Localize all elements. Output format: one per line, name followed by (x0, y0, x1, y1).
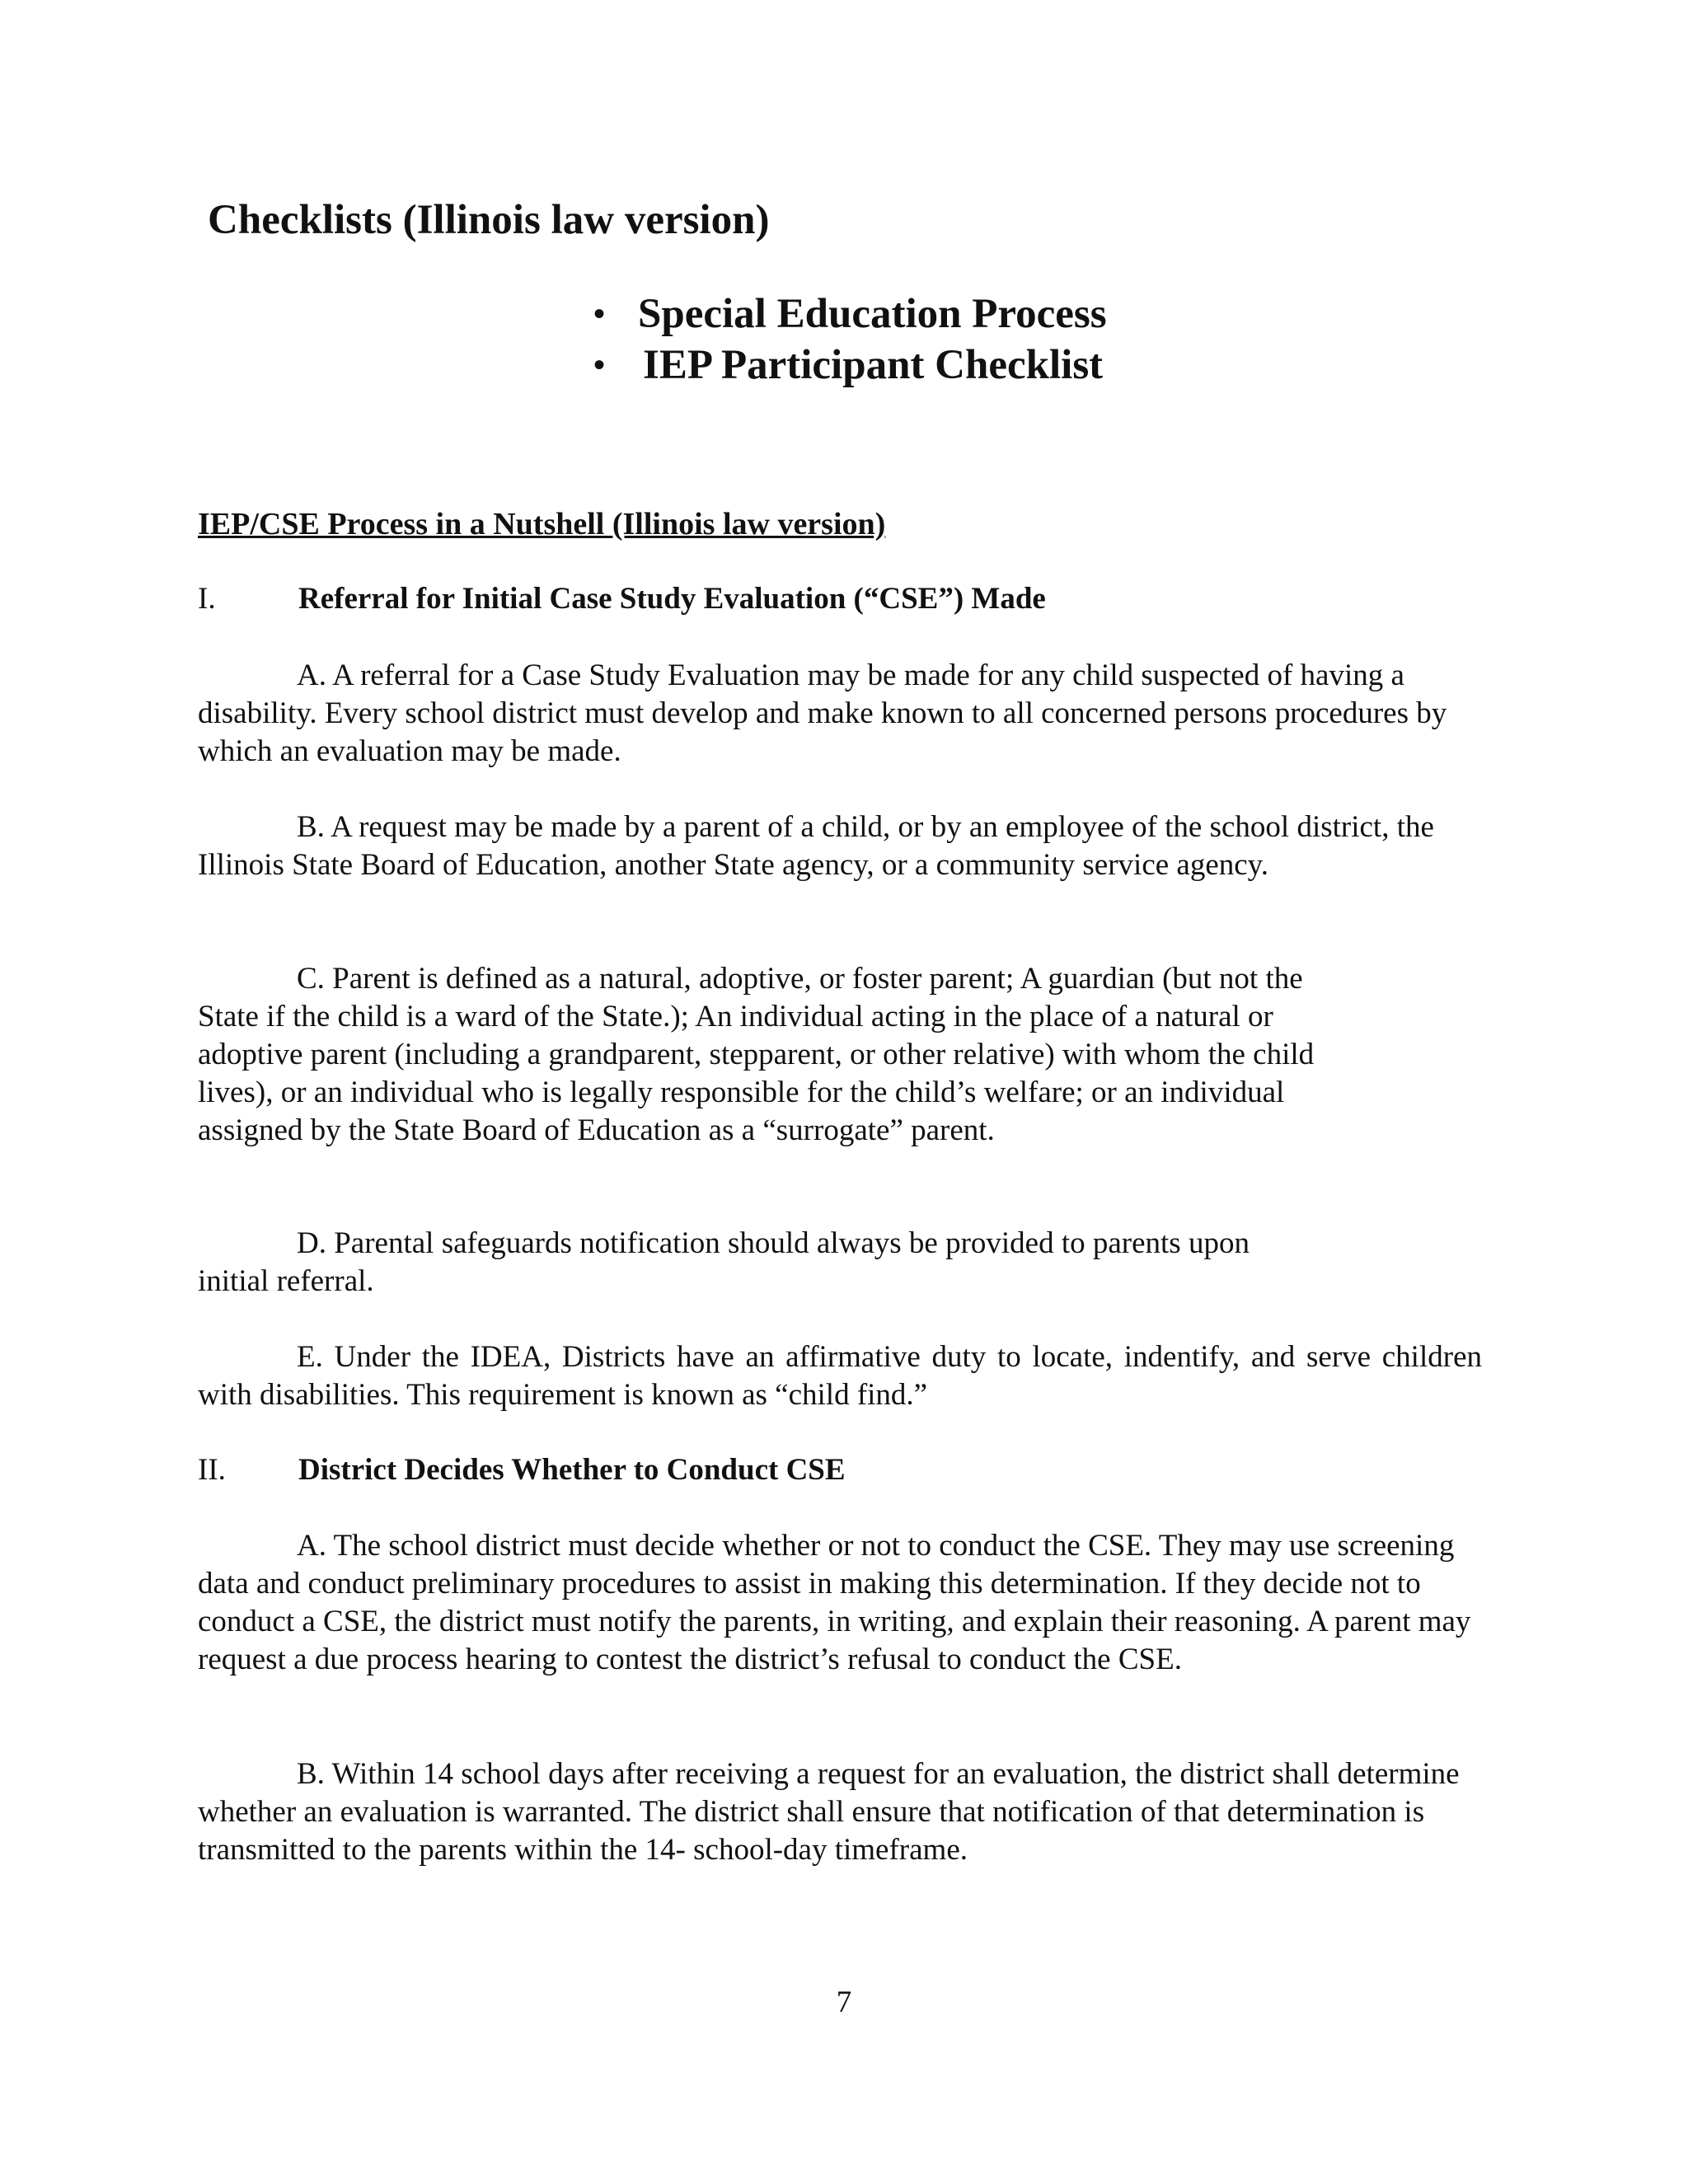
section-title: District Decides Whether to Conduct CSE (298, 1453, 846, 1487)
bullet-label: IEP Participant Checklist (643, 342, 1104, 388)
paragraph-text: C. Parent is defined as a natural, adoptive, or foster parent; A guardian (but not the State if the child is a ward of the State.); An individual acting in the place of a natural or adoptive parent (including a grandparent, stepparent, or other relative) with whom the child lives), or an individual who is legally responsible for the child’s welfare; or an individual assigned by the State Board of Education as a “surrogate” parent. (198, 962, 1315, 1147)
topic-bullet-iep-participant-checklist (593, 340, 1107, 391)
paragraph-1b (198, 808, 1482, 884)
paragraph-text: E. Under the IDEA, Districts have an affirmative duty to locate, indentify, and serve children with disabilities. This requirement is known as “child find.” (198, 1340, 1482, 1412)
section-title: Referral for Initial Case Study Evaluation (“CSE”) Made (298, 582, 1046, 616)
topic-bullet-special-education-process (593, 288, 1107, 340)
paragraph-2a (198, 1527, 1482, 1679)
paragraph-text: D. Parental safeguards notification should always be provided to parents upon initial referral. (198, 1226, 1250, 1298)
document-title: Checklists (Illinois law version) (208, 197, 770, 243)
page-number: 7 (836, 1985, 852, 2019)
paragraph-1a (198, 657, 1482, 771)
paragraph-text: A. A referral for a Case Study Evaluation may be made for any child suspected of having a disability. Every school district must develop and make known to all concerned persons procedures by which an evaluation may be made. (198, 658, 1447, 768)
paragraph-text: B. Within 14 school days after receiving a request for an evaluation, the district shall determine whether an evaluation is warranted. The district shall ensure that notification of that determination is transmitted to the parents within the 14- school-day timeframe. (198, 1757, 1460, 1867)
section-one-heading (198, 581, 1046, 616)
topic-bullet-list (593, 288, 1107, 391)
paragraph-text: B. A request may be made by a parent of a child, or by an employee of the school district, the Illinois State Board of Education, another State agency, or a community service agency. (198, 810, 1434, 882)
section-two-heading (198, 1452, 846, 1488)
paragraph-1d (198, 1225, 1319, 1301)
paragraph-2b (198, 1755, 1482, 1869)
paragraph-1e (198, 1338, 1482, 1414)
section-heading: IEP/CSE Process in a Nutshell (Illinois law version) (198, 507, 886, 541)
section-numeral: I. (198, 582, 216, 616)
paragraph-text: A. The school district must decide whether or not to conduct the CSE. They may use screening data and conduct preliminary procedures to assist in making this determination. If they decide not to conduct a CSE, the district must notify the parents, in writing, and explain their reasoning. A parent may request a due process hearing to contest the district’s refusal to conduct the CSE. (198, 1529, 1471, 1676)
paragraph-1c (198, 960, 1352, 1150)
bullet-label: Special Education Process (638, 291, 1107, 337)
section-numeral: II. (198, 1453, 226, 1487)
